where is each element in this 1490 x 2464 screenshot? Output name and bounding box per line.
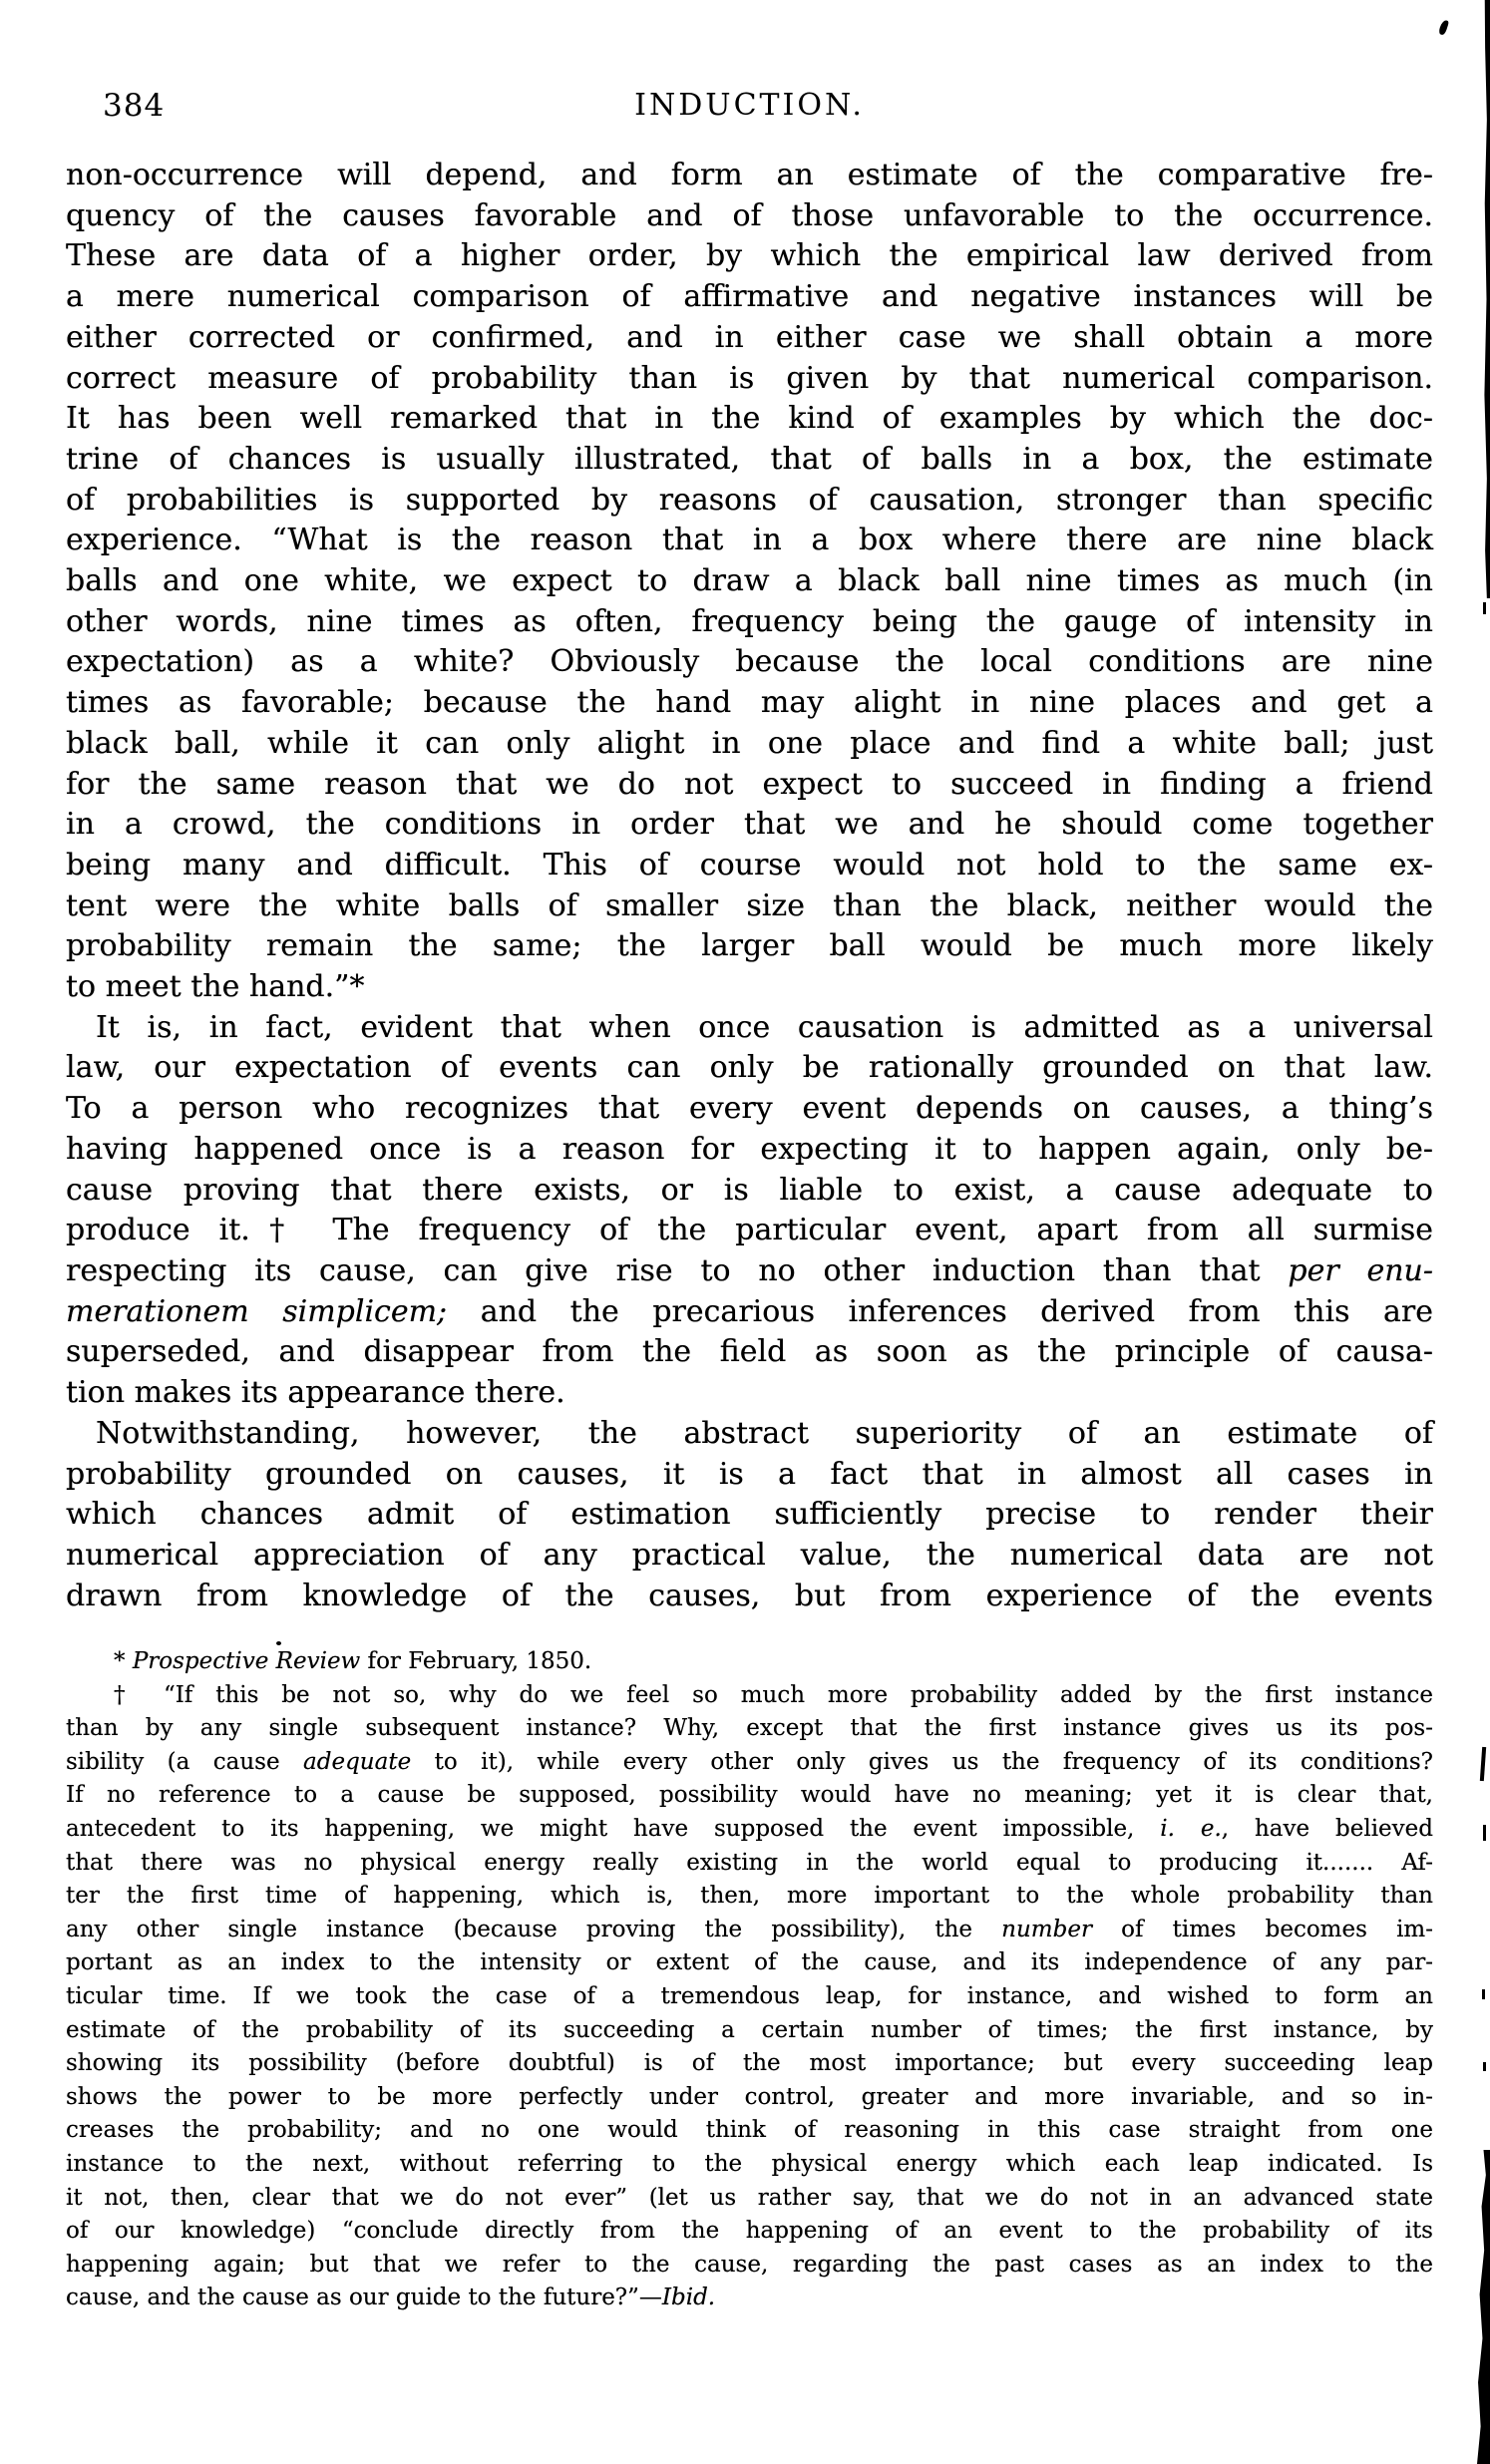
scan-edge-mark bbox=[1482, 1989, 1485, 1999]
text-segment: of probabilities is supported by reasons of causation, stronger than specific bbox=[66, 482, 1433, 518]
text-segment: it not, then, clear that we do not ever” (let us rather say, that we do not in an advanced state bbox=[66, 2184, 1433, 2211]
text-line bbox=[66, 1251, 1433, 1292]
text-line bbox=[66, 521, 1433, 561]
text-line bbox=[66, 2114, 1433, 2148]
text-segment: These are data of a higher order, by which the empirical law derived from bbox=[66, 238, 1433, 274]
text-segment: for February, 1850. bbox=[360, 1648, 592, 1674]
italic-text-segment: merationem simplicem; bbox=[66, 1293, 448, 1329]
text-line bbox=[66, 2081, 1433, 2115]
text-segment: and the precarious inferences derived from this are bbox=[447, 1293, 1433, 1329]
text-line bbox=[66, 1880, 1433, 1914]
text-segment: respecting its cause, can give rise to no other induction than that bbox=[66, 1252, 1289, 1288]
scan-speck bbox=[276, 1641, 281, 1645]
text-segment: to meet the hand.”* bbox=[66, 969, 365, 1005]
text-segment: having happened once is a reason for expecting it to happen again, only be- bbox=[66, 1131, 1433, 1167]
text-line bbox=[66, 846, 1433, 886]
text-line bbox=[66, 805, 1433, 846]
text-segment: Notwithstanding, however, the abstract superiority of an estimate of bbox=[96, 1415, 1433, 1451]
text-line bbox=[66, 561, 1433, 602]
text-line bbox=[66, 1211, 1433, 1251]
text-segment: that there was no physical energy really existing in the world equal to producing it....... Af- bbox=[66, 1849, 1433, 1876]
text-line bbox=[66, 1779, 1433, 1813]
text-segment: creases the probability; and no one would think of reasoning in this case straight from one bbox=[66, 2117, 1433, 2144]
text-segment: black ball, while it can only alight in one place and find a white ball; just bbox=[66, 725, 1433, 761]
text-line bbox=[66, 724, 1433, 765]
text-segment: of our knowledge) “conclude directly from the happening of an event to the probability of its bbox=[66, 2218, 1433, 2245]
text-line bbox=[66, 1373, 1433, 1414]
text-line bbox=[66, 1414, 1433, 1455]
text-segment: experience. “What is the reason that in a box where there are nine black bbox=[66, 523, 1433, 558]
text-segment: balls and one white, we expect to draw a black ball nine times as much (in bbox=[66, 563, 1433, 599]
text-line bbox=[66, 1495, 1433, 1536]
text-segment: law, our expectation of events can only be rationally grounded on that law. bbox=[66, 1050, 1433, 1086]
text-segment: of times becomes im- bbox=[1091, 1916, 1434, 1942]
text-segment: instance to the next, without referring to the physical energy which each leap indicated. Is bbox=[66, 2150, 1433, 2177]
italic-text-segment: number bbox=[1001, 1916, 1092, 1942]
running-title: INDUCTION. bbox=[634, 88, 865, 123]
text-segment: It is, in fact, evident that when once causation is admitted as a universal bbox=[96, 1009, 1433, 1045]
italic-text-segment: i. e. bbox=[1160, 1815, 1222, 1842]
text-segment: times as favorable; because the hand may alight in nine places and get a bbox=[66, 685, 1433, 721]
text-segment: for the same reason that we do not expect to succeed in finding a friend bbox=[66, 766, 1433, 802]
text-segment: drawn from knowledge of the causes, but from experience of the events bbox=[66, 1578, 1433, 1613]
text-line bbox=[66, 1048, 1433, 1089]
text-segment: * bbox=[114, 1648, 133, 1674]
text-segment: estimate of the probability of its succeeding a certain number of times; the first instance, by bbox=[66, 2016, 1433, 2043]
text-segment: a mere numerical comparison of affirmative and negative instances will be bbox=[66, 279, 1433, 315]
text-line bbox=[66, 1746, 1433, 1780]
text-line bbox=[66, 2047, 1433, 2081]
text-segment: non-occurrence will depend, and form an estimate of the comparative fre- bbox=[66, 158, 1433, 192]
text-line bbox=[66, 1536, 1433, 1577]
text-segment: cause, and the cause as our guide to the future?”— bbox=[66, 2285, 662, 2311]
text-segment: either corrected or confirmed, and in either case we shall obtain a more bbox=[66, 319, 1433, 355]
text-segment: ticular time. If we took the case of a tremendous leap, for instance, and wished to form an bbox=[66, 1982, 1433, 2009]
text-line bbox=[66, 683, 1433, 724]
scan-edge-mark bbox=[1480, 1747, 1486, 1781]
text-segment: antecedent to its happening, we might have supposed the event impossible, bbox=[66, 1815, 1161, 1842]
text-line bbox=[66, 2215, 1433, 2249]
scan-edge-streak-bottom bbox=[1477, 2150, 1490, 2464]
text-line bbox=[66, 967, 1433, 1008]
footnotes-block bbox=[66, 1645, 1433, 2315]
text-segment: If no reference to a cause be supposed, possibility would have no meaning; yet it is clear that, bbox=[66, 1782, 1433, 1809]
text-line bbox=[66, 1980, 1433, 2014]
text-segment: ter the first time of happening, which is, then, more important to the whole probability than bbox=[66, 1883, 1433, 1910]
text-line bbox=[66, 236, 1433, 277]
text-segment: which chances admit of estimation sufficiently precise to render their bbox=[66, 1497, 1433, 1533]
text-line bbox=[66, 1847, 1433, 1881]
text-line bbox=[66, 2014, 1433, 2048]
text-segment: shows the power to be more perfectly under control, greater and more invariable, and so in- bbox=[66, 2083, 1433, 2110]
italic-text-segment: adequate bbox=[303, 1748, 412, 1775]
text-line bbox=[66, 481, 1433, 522]
text-line bbox=[66, 196, 1433, 237]
text-segment: , have believed bbox=[1221, 1815, 1434, 1842]
page-number: 384 bbox=[103, 88, 166, 124]
text-line bbox=[66, 886, 1433, 927]
text-segment: showing its possibility (before doubtful) is of the most importance; but every succeeding leap bbox=[66, 2050, 1433, 2077]
text-segment: numerical appreciation of any practical value, the numerical data are not bbox=[66, 1537, 1433, 1573]
text-segment: probability grounded on causes, it is a fact that in almost all cases in bbox=[66, 1456, 1433, 1492]
text-line bbox=[66, 318, 1433, 359]
text-segment: other words, nine times as often, frequency being the gauge of intensity in bbox=[66, 603, 1433, 639]
text-segment: cause proving that there exists, or is liable to exist, a cause adequate to bbox=[66, 1172, 1433, 1208]
text-line bbox=[66, 765, 1433, 806]
text-segment: tion makes its appearance there. bbox=[66, 1375, 565, 1411]
text-line bbox=[66, 2148, 1433, 2182]
text-line bbox=[66, 2182, 1433, 2216]
text-segment: portant as an index to the intensity or extent of the cause, and its independence of any par- bbox=[66, 1949, 1433, 1976]
italic-text-segment: Ibid. bbox=[661, 2285, 716, 2311]
scan-edge-strip-top bbox=[1483, 0, 1490, 598]
text-segment: To a person who recognizes that every event depends on causes, a thing’s bbox=[66, 1091, 1433, 1127]
italic-text-segment: Prospective Review bbox=[132, 1648, 361, 1674]
scan-speck-top-right bbox=[1438, 19, 1449, 35]
text-line bbox=[66, 1332, 1433, 1373]
text-line bbox=[66, 642, 1433, 683]
text-line bbox=[66, 1577, 1433, 1617]
text-line bbox=[66, 1130, 1433, 1171]
text-line bbox=[66, 1089, 1433, 1130]
text-line bbox=[66, 2282, 1433, 2315]
text-line bbox=[66, 156, 1433, 196]
scan-edge-mark bbox=[1483, 2062, 1486, 2071]
scan-edge-mark bbox=[1483, 1825, 1486, 1841]
text-line bbox=[66, 1008, 1433, 1049]
text-segment: in a crowd, the conditions in order that we and he should come together bbox=[66, 807, 1433, 843]
text-segment: expectation) as a white? Obviously because the local conditions are nine bbox=[66, 644, 1433, 680]
text-line bbox=[66, 1679, 1433, 1713]
text-line bbox=[66, 2249, 1433, 2283]
text-line bbox=[66, 1645, 1433, 1679]
text-line bbox=[66, 926, 1433, 967]
text-line bbox=[66, 1813, 1433, 1847]
body-text-block bbox=[66, 156, 1433, 1616]
text-line bbox=[66, 359, 1433, 400]
text-segment: happening again; but that we refer to the cause, regarding the past cases as an index to the bbox=[66, 2251, 1433, 2278]
text-line bbox=[66, 399, 1433, 440]
text-line bbox=[66, 1946, 1433, 1980]
text-segment: than by any single subsequent instance? Why, except that the first instance gives us its pos- bbox=[66, 1715, 1433, 1742]
text-segment: sibility (a cause bbox=[66, 1748, 304, 1775]
scan-edge-mark bbox=[1483, 602, 1486, 614]
text-line bbox=[66, 1914, 1433, 1947]
text-segment: It has been well remarked that in the kind of examples by which the doc- bbox=[66, 401, 1433, 437]
text-segment: † “If this be not so, why do we feel so much more probability added by the first instance bbox=[114, 1681, 1433, 1708]
text-line bbox=[66, 1292, 1433, 1333]
text-line bbox=[66, 1712, 1433, 1746]
text-line bbox=[66, 602, 1433, 643]
text-line bbox=[66, 1171, 1433, 1212]
text-segment: trine of chances is usually illustrated, that of balls in a box, the estimate bbox=[66, 441, 1433, 477]
text-segment: produce it.† The frequency of the particular event, apart from all surmise bbox=[66, 1213, 1433, 1248]
text-segment: tent were the white balls of smaller size than the black, neither would the bbox=[66, 887, 1433, 923]
text-segment: being many and difficult. This of course would not hold to the same ex- bbox=[66, 847, 1433, 882]
text-line bbox=[66, 277, 1433, 318]
text-segment: any other single instance (because proving the possibility), the bbox=[66, 1916, 1002, 1942]
text-line bbox=[66, 440, 1433, 481]
italic-text-segment: per enu- bbox=[1288, 1252, 1434, 1288]
text-segment: superseded, and disappear from the field as soon as the principle of causa- bbox=[66, 1334, 1433, 1370]
text-segment: probability remain the same; the larger ball would be much more likely bbox=[66, 928, 1433, 964]
text-line bbox=[66, 1455, 1433, 1496]
text-segment: to it), while every other only gives us the frequency of its conditions? bbox=[411, 1748, 1433, 1775]
text-segment: correct measure of probability than is given by that numerical comparison. bbox=[66, 360, 1433, 396]
text-segment: quency of the causes favorable and of those unfavorable to the occurrence. bbox=[66, 197, 1433, 233]
